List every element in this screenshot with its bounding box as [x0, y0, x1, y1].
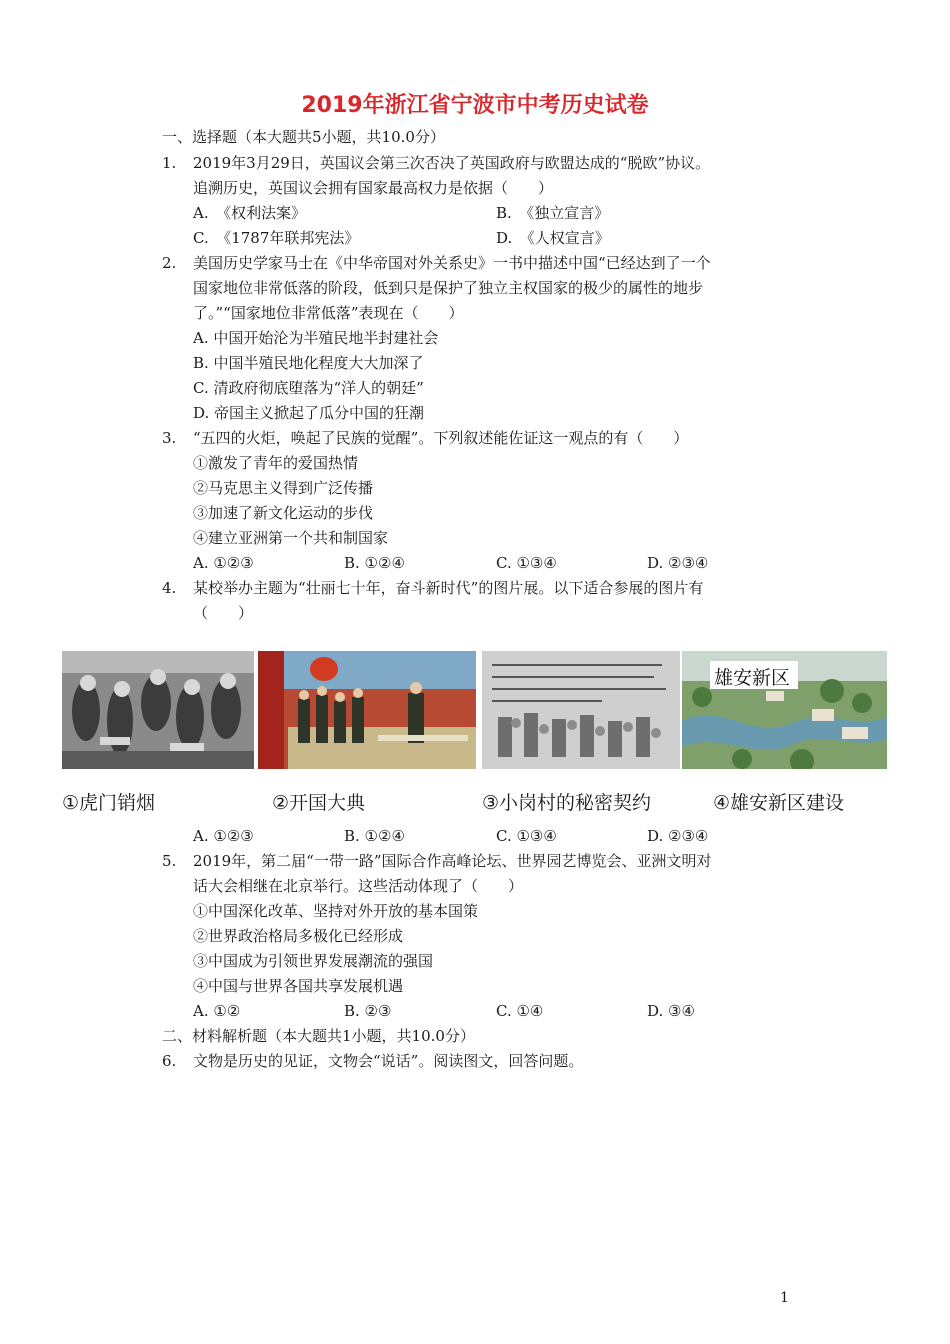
option-d: D. ③④ [647, 1002, 695, 1020]
page-title: 2019年浙江省宁波市中考历史试卷 [301, 93, 649, 118]
question-number: 4. [162, 579, 177, 597]
image-caption: ②开国大典 [272, 792, 366, 814]
option-c: C. ①③④ [496, 827, 557, 845]
xiongan-new-area-image [682, 651, 887, 769]
option-c: C. 清政府彻底堕落为“洋人的朝廷” [193, 379, 424, 397]
question-text: 2019年，第二届“一带一路”国际合作高峰论坛、世界园艺博览会、亚洲文明对 [193, 852, 712, 870]
page-number: 1 [780, 1290, 789, 1306]
section-heading-choice: 一、选择题（本大题共5小题，共10.0分） [162, 128, 445, 146]
statement: ④建立亚洲第一个共和制国家 [193, 529, 389, 547]
option-a: A. 中国开始沦为半殖民地半封建社会 [193, 329, 439, 347]
question-text: 国家地位非常低落的阶段，低到只是保护了独立主权国家的极少的属性的地步 [193, 279, 704, 297]
option-a: A. 《权利法案》 [193, 204, 307, 222]
question-text: （ ） [193, 604, 254, 622]
option-b: B. ①②④ [344, 554, 405, 572]
question-number: 1. [162, 154, 177, 172]
image-label: 雄安新区 [714, 667, 791, 689]
image-caption: ④雄安新区建设 [713, 792, 845, 814]
option-a: A. ①② [193, 1002, 241, 1020]
option-c: C. ①③④ [496, 554, 557, 572]
statement: ②马克思主义得到广泛传播 [193, 479, 374, 497]
question-text: 追溯历史，英国议会拥有国家最高权力是依据（ ） [193, 179, 554, 197]
statement: ②世界政治格局多极化已经形成 [193, 927, 404, 945]
statement: ①中国深化改革、坚持对外开放的基本国策 [193, 902, 479, 920]
image-caption: ①虎门销烟 [62, 792, 156, 814]
section-heading-material: 二、材料解析题（本大题共1小题，共10.0分） [162, 1027, 475, 1045]
option-b: B. ②③ [344, 1002, 392, 1020]
question-text: 话大会相继在北京举行。这些活动体现了（ ） [193, 877, 524, 895]
option-c: C. 《1787年联邦宪法》 [193, 229, 360, 247]
question-number: 2. [162, 254, 177, 272]
statement: ④中国与世界各国共享发展机遇 [193, 977, 404, 995]
statement: ③中国成为引领世界发展潮流的强国 [193, 952, 434, 970]
option-d: D. 帝国主义掀起了瓜分中国的狂潮 [193, 404, 425, 422]
question-text: 文物是历史的见证，文物会“说话”。阅读图文，回答问题。 [193, 1052, 584, 1070]
image-caption: ③小岗村的秘密契约 [482, 792, 652, 814]
option-b: B. ①②④ [344, 827, 405, 845]
statement: ③加速了新文化运动的步伐 [193, 504, 374, 522]
question-number: 5. [162, 852, 177, 870]
question-text: 美国历史学家马士在《中华帝国对外关系史》一书中描述中国“已经达到了一个 [193, 254, 711, 272]
question-text: 了。”“国家地位非常低落”表现在（ ） [193, 304, 464, 322]
humen-relief-image [62, 651, 254, 769]
question-text: “五四的火炬，唤起了民族的觉醒”。下列叙述能佐证这一观点的有（ ） [193, 429, 689, 447]
option-a: A. ①②③ [193, 554, 254, 572]
statement: ①激发了青年的爱国热情 [193, 454, 359, 472]
option-d: D. 《人权宣言》 [496, 229, 610, 247]
question-text: 某校举办主题为“壮丽七十年，奋斗新时代”的图片展。以下适合参展的图片有 [193, 579, 704, 597]
option-d: D. ②③④ [647, 554, 709, 572]
option-b: B. 中国半殖民地化程度大大加深了 [193, 354, 424, 372]
question-text: 2019年3月29日，英国议会第三次否决了英国政府与欧盟达成的“脱欧”协议。 [193, 154, 711, 172]
xiaogang-contract-image [482, 651, 680, 769]
question-number: 3. [162, 429, 177, 447]
option-c: C. ①④ [496, 1002, 544, 1020]
option-b: B. 《独立宣言》 [496, 204, 610, 222]
question-number: 6. [162, 1052, 177, 1070]
option-a: A. ①②③ [193, 827, 254, 845]
option-d: D. ②③④ [647, 827, 709, 845]
founding-ceremony-image [258, 651, 476, 769]
